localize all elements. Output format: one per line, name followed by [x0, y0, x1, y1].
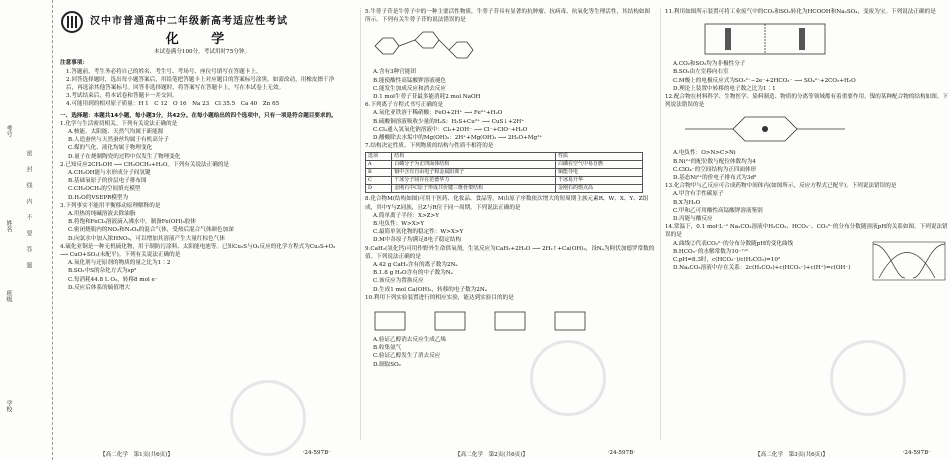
option: A.用热的纯碱溶液去除油脂 [68, 211, 136, 218]
option: C.密闭烧瓶内的NO₂和N₂O₄的混合气体，受热后混合气体颜色加深 [68, 227, 234, 234]
structure-property-table [365, 152, 643, 193]
option: D.反应后体系的熵值增大 [68, 284, 131, 291]
option: B.Ni²⁺的配位数与配位体数均为4 [673, 158, 756, 165]
option: C.pH=8.3时，c(HCO₃⁻)/c(H₂CO₃)=10² [673, 257, 781, 264]
subject-title: 化 学 [165, 32, 239, 47]
option: D.量子在烧制陶瓷的过程中仅发生了物理变化 [68, 153, 181, 160]
table-cell: B [366, 169, 392, 177]
question-stem: 4.硫化亚铜是一种无机硫化物，用于制防污涂料、太阳能电池等。已知Cu₂S与O₂反应的化学方程式为Cu₂S+O₂ ⟶ CuO+SO₂(未配平)。下列有关说法正确的是 [60, 243, 336, 259]
option: A.验证乙醇消去反应生成乙烯 [373, 337, 446, 344]
option: B.基础氧原子的价层电子排布图 [68, 178, 147, 185]
option: A.曲线②代表CO₃²⁻的分布分数随pH的变化曲线 [673, 240, 794, 247]
footer-code: ·24-597B· [302, 450, 330, 456]
question-stem: 9.CaH₂(氢化钙)可用作野外生命供氧剂，生氢反应为CaH₂+2H₂O ⟶ 2H₂↑+Ca(OH)₂，设Nₐ为阿伏加德罗常数的值。下列说法正确的是 [365, 245, 655, 260]
option: A.CH₃OH能与水形成分子间氢键 [68, 170, 151, 177]
option: A.简单离子半径：X>Z>Y [373, 212, 439, 219]
table-cell: A [366, 161, 392, 169]
option: D.丙能与酸反应 [673, 216, 713, 223]
option: C.Cl₂通入氢氧化钠溶液中：Cl₂+2OH⁻ ⟶ Cl⁻+ClO⁻+H₂O [373, 126, 528, 133]
option: B.人造蚕丝与天然蚕丝均属于有机高分子 [68, 137, 169, 144]
question-stem: 8.化合物M(结构如图)可用于医药、化妆品、食品等。M由原子序数依次增大的短周期主族元素R、W、X、Y、Z组成，其中Y与Z同族，且Z与R位于同一周期。下列说法正确的是 [365, 196, 649, 211]
option: D.生成1 mol Ca(OH)₂，转移的电子数为2Nₐ [373, 286, 487, 293]
option: B.将饱和FeCl₃溶液滴入沸水中，制备Fe(OH)₃胶体 [68, 219, 196, 226]
option: C.验证乙醇发生了消去反应 [373, 353, 441, 360]
table-cell: 金刚石的熔点高 [556, 185, 643, 193]
option: A.甲含有手性碳原子 [673, 191, 724, 198]
option: C.能发生加成反应和消去反应 [373, 85, 446, 92]
question-stem: 14.常温下，0.1 mol·L⁻¹ Na₂CO₃溶液中H₂CO₃、HCO₃⁻、CO₃²⁻的分布分数随溶液pH的关系如图。下列说法错误的是 [665, 224, 948, 239]
option: B.1.8 g H₂O含有的中子数为Nₐ [373, 270, 453, 277]
question-stem: 5.牛蒡子苷是牛蒡子中的一种主要活性物质，牛蒡子苷具有显著的抗肿瘤、抗病毒、抗氧化等生理活性，其结构如图所示。下列有关牛蒡子苷的说法错误的是 [365, 9, 651, 24]
option: D.向氯水中加入浓HNO₃，可以增加其溶液产生大量红棕色气体 [68, 235, 225, 242]
molecule-structure-figure [365, 26, 485, 66]
exam-meta: 本试卷满分100分，考试用时75分钟。 [153, 49, 251, 56]
table-cell: 白磷在空气中易自燃 [556, 161, 643, 169]
question-stem: 11.利用如图所示装置可将工业废气中的CO₂和SO₂转化为HCOOH和Na₂SO₄，变废为宝。下列说法正确的是 [665, 9, 936, 15]
question-stem: 1.化学与生活密切相关。下列有关说法正确的是 [60, 120, 178, 127]
table-cell: C [366, 177, 392, 185]
notice-item: 3.考试结束后，将本试卷和答题卡一并交回。 [66, 93, 178, 100]
option: C.煤的气化、液化均属于物理变化 [68, 145, 153, 152]
margin-label-class: 班级 [5, 290, 12, 302]
question-stem: 6.下列离子方程式书写正确的是 [365, 102, 444, 109]
option: D.H₂O的VSEPR模型为 [68, 194, 129, 201]
option: C.该反应为置换反应 [373, 278, 424, 285]
option: B.X为H₂O [673, 199, 701, 206]
table-cell: 铜中含有自由电子和金属阳离子 [392, 169, 556, 177]
notice-heading: 注意事项： [60, 60, 88, 67]
option: B.SO₂由左室移向右室 [673, 69, 729, 76]
option: A.氧化亚铁溶于稀硝酸：FeO+2H⁺ ⟶ Fe²⁺+H₂O [373, 110, 503, 117]
page-3-column [660, 8, 949, 440]
option: D.醋酸除去水垢中的Mg(OH)₂：2H⁺+Mg(OH)₂ ⟶ 2H₂O+Mg²⁺ [373, 135, 543, 142]
option: D.Na₂CO₃溶液中存在关系：2c(H₂CO₃)+c(HCO₃⁻)+c(H⁺)=c(OH⁻) [673, 265, 851, 272]
table-cell: 铜能导电 [556, 169, 643, 177]
option: C.最简单氢化物的稳定性：W>X>Y [373, 229, 464, 236]
footer-code: ·24-597B· [607, 450, 635, 456]
margin-label-exam-no: 考号 [5, 125, 12, 137]
footer-code: ·24-597B· [902, 450, 930, 456]
option: A.氧化剂与还原剂的物质的量之比为1∶2 [68, 260, 171, 267]
margin-label-name: 姓名 [5, 220, 12, 232]
option: A.CO₂和SO₂均为非极性分子 [673, 61, 746, 68]
option: C.甲和乙可用酸性高锰酸钾溶液鉴别 [673, 207, 763, 214]
question-stem: 2.已知反应2CH₃OH ⟶ CH₃OCH₃+H₂O。下列有关说法正确的是 [60, 161, 230, 168]
question-stem: 12.配合物在材料科学、生物医学、染料制造、物质的分离等领域都有着重要作用。镍的某种配合物的结构如图。下列说法错误的是 [665, 94, 948, 109]
seal-line-text: 密封线内不要答题 [25, 150, 32, 278]
option: A.电负性：O>N>C>Ni [673, 150, 736, 157]
option: A.含有3种官能团 [373, 69, 416, 76]
table-cell: 干冰易升华 [556, 177, 643, 185]
footer-page-label: 【高二化学 第1页(共6页)】 [100, 452, 174, 458]
option: C.每消耗44.8 L O₂，转移8 mol e⁻ [68, 276, 158, 283]
option: A.核能、太阳能、天然气均属于新能源 [68, 129, 164, 136]
table-header-cell: 选项 [366, 153, 392, 161]
section-heading: 一、选择题：本题共14小题，每小题3分，共42分。在每小题给出的四个选项中，只有一项是符合题目要求的。 [60, 112, 337, 119]
notice-item: 4.可能用到的相对原子质量：H 1 C 12 O 16 Na 23 Cl 35.5 Ca 40 Zn 65 [66, 101, 280, 108]
question-stem: 13.化合物甲与乙反应可合成药物中间体丙(如图所示，反应方程式已配平)。下列说法错误的是 [665, 183, 897, 190]
footer-page-label: 【高二化学 第2页(共6页)】 [455, 452, 529, 458]
question-stem: 3.下列事实不能用平衡移动原理解释的是 [60, 202, 161, 209]
notice-item: 1.答题前，考生务必将自己的姓名、考生号、考场号、座位号填写在答题卡上。 [66, 68, 262, 75]
table-header-cell: 性质 [556, 153, 643, 161]
table-cell: D [366, 185, 392, 193]
nickel-complex-figure [665, 111, 865, 147]
option: D.M中各原子均满足8电子稳定结构 [373, 237, 462, 244]
option: B.硫酸铜溶液吸收少量的H₂S：H₂S+Cu²⁺ ⟶ CuS↓+2H⁺ [373, 118, 525, 125]
option: D.理论上装置中转移的电子数之比为1∶1 [673, 85, 776, 92]
lab-apparatus-figure [365, 304, 605, 334]
distribution-curve-figure [869, 240, 949, 284]
table-cell: 白磷分子为正四面体结构 [392, 161, 556, 169]
option: B.能使酸性高锰酸钾溶液褪色 [373, 77, 447, 84]
binding-margin [0, 0, 53, 460]
question-stem: 10.利用下列实验装置进行的相应实验，能达到实验目的的是 [365, 294, 514, 301]
table-cell: 干冰分子间存在范德华力 [392, 177, 556, 185]
table-header-cell: 结构 [392, 153, 556, 161]
page-1-column [60, 8, 344, 440]
margin-label-school: 学校 [5, 400, 12, 412]
option: C.CH₃OCH₃的空间填充模型 [68, 186, 141, 193]
option: B.HCO₃⁻的水解常数为10⁻⁷·⁶ [673, 248, 748, 255]
option: D.1 mol牛蒡子苷最多能消耗2 mol NaOH [373, 94, 481, 101]
footer-page-label: 【高二化学 第3页(共6页)】 [755, 452, 829, 458]
electrolysis-device-figure [665, 18, 865, 58]
option: B.收集氨气 [373, 345, 402, 352]
exam-title: 汉中市普通高中二年级新高考适应性考试 [90, 15, 288, 27]
page-2-column [360, 8, 655, 440]
option: A.42 g CaH₂含有的离子数为2Nₐ [373, 262, 458, 269]
option: B.SO₂中S的杂化方式为sp² [68, 268, 137, 275]
option: C.M极上的电极反应式为SO₃²⁻−2e⁻+2HCO₃⁻ ⟶ SO₄²⁻+2CO₂+H₂O [673, 77, 856, 84]
option: B.电负性：W>X>Y [373, 221, 425, 228]
option: D.制取SO₂ [373, 361, 401, 368]
option: D.基态Ni²⁺的价电子排布式为3d⁸ [673, 175, 757, 182]
option: C.ClO₄⁻的空间结构为正四面体形 [673, 166, 757, 173]
exam-logo-icon [60, 10, 84, 34]
notice-item: 2.回答选择题时，选出每小题答案后，用铅笔把答题卡上对应题目的答案标号涂黑。如需改动，用橡皮擦干净后，再选涂其他答案标号。回答非选择题时，将答案写在答题卡上。写在本试卷上无效。 [66, 76, 335, 92]
question-stem: 7.结构决定性质。下列物质的结构与性质不相符的是 [365, 143, 494, 150]
table-cell: 金刚石中C原子形成共价键三维骨架结构 [392, 185, 556, 193]
